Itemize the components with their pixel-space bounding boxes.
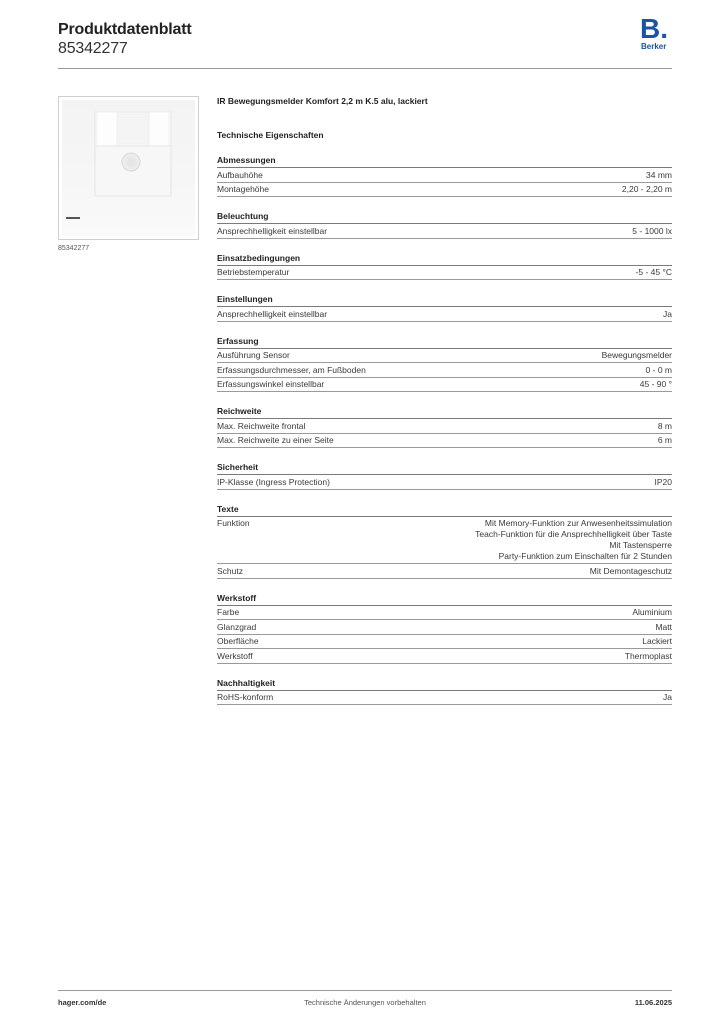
spec-label: Funktion [217, 518, 250, 528]
spec-label: Ausführung Sensor [217, 350, 290, 360]
spec-row [217, 419, 672, 434]
spec-value: Aluminium [632, 607, 672, 617]
spec-label: IP-Klasse (Ingress Protection) [217, 476, 330, 487]
spec-section [217, 336, 672, 393]
spec-section [217, 294, 672, 322]
spec-label: Max. Reichweite zu einer Seite [217, 435, 334, 445]
spec-row [217, 363, 672, 378]
spec-label: Aufbauhöhe [217, 169, 263, 180]
header-divider [58, 68, 672, 69]
section-title: Texte [217, 504, 672, 517]
product-image [62, 100, 195, 236]
spec-row [217, 635, 672, 650]
section-title: Werkstoff [217, 593, 672, 606]
section-title: Nachhaltigkeit [217, 678, 672, 691]
spec-row [217, 183, 672, 198]
document-title: Produktdatenblatt [58, 21, 192, 38]
spec-label: RoHS-konform [217, 692, 274, 702]
spec-value: IP20 [654, 476, 672, 487]
spec-value: 45 - 90 ° [639, 379, 672, 389]
spec-row [217, 307, 672, 322]
spec-label: Schutz [217, 565, 243, 576]
spec-label: Betriebstemperatur [217, 267, 290, 277]
spec-row [217, 224, 672, 239]
spec-label: Montagehöhe [217, 184, 269, 194]
section-title: Reichweite [217, 406, 672, 419]
spec-value: 2,20 - 2,20 m [621, 184, 672, 194]
spec-value-line: Party-Funktion zum Einschalten für 2 Stunden [498, 551, 672, 561]
spec-row [217, 266, 672, 281]
spec-value: -5 - 45 °C [635, 267, 672, 277]
image-caption: 85342277 [58, 245, 90, 252]
product-title: IR Bewegungsmelder Komfort 2,2 m K.5 alu, lackiert [217, 96, 428, 106]
spec-value: Ja [663, 692, 672, 702]
spec-value: 8 m [657, 420, 672, 431]
tech-properties-heading: Technische Eigenschaften [217, 130, 324, 140]
section-title: Sicherheit [217, 462, 672, 475]
spec-section [217, 504, 672, 579]
spec-label: Ansprechhelligkeit einstellbar [217, 225, 328, 236]
spec-sections [217, 155, 672, 705]
spec-section [217, 211, 672, 239]
footer-disclaimer: Technische Änderungen vorbehalten [304, 998, 426, 1007]
spec-value: 0 - 0 m [645, 364, 672, 375]
berker-logo [640, 13, 672, 56]
spec-value: Thermoplast [624, 650, 672, 661]
spec-row [217, 475, 672, 490]
spec-row [217, 168, 672, 183]
spec-row [217, 349, 672, 364]
spec-value-line: Teach-Funktion für die Ansprechhelligkeit über Taste [475, 529, 672, 539]
spec-label: Max. Reichweite frontal [217, 420, 306, 431]
section-title: Einstellungen [217, 294, 672, 307]
spec-row [217, 564, 672, 579]
section-title: Beleuchtung [217, 211, 672, 224]
spec-row [217, 649, 672, 664]
spec-section [217, 593, 672, 664]
footer-website[interactable]: hager.com/de [58, 998, 107, 1007]
section-title: Erfassung [217, 336, 672, 349]
spec-row [217, 620, 672, 635]
spec-label: Glanzgrad [217, 621, 257, 632]
section-title: Einsatzbedingungen [217, 253, 672, 266]
logo-text: Berker [641, 42, 667, 51]
footer-divider [58, 990, 672, 991]
spec-section [217, 462, 672, 490]
footer-date: 11.06.2025 [634, 998, 672, 1007]
spec-label: Farbe [217, 607, 240, 617]
spec-label: Oberfläche [217, 636, 259, 646]
spec-section [217, 155, 672, 197]
spec-value: Mit Demontageschutz [589, 565, 672, 576]
spec-value: 5 - 1000 lx [632, 225, 672, 236]
spec-row [217, 691, 672, 706]
spec-value: Lackiert [642, 636, 672, 646]
product-image-frame [58, 96, 199, 240]
spec-value-line: Mit Memory-Funktion zur Anwesenheitssimulation [484, 518, 672, 528]
spec-value: Matt [655, 621, 672, 632]
section-title: Abmessungen [217, 155, 672, 168]
spec-section [217, 406, 672, 448]
spec-row [217, 606, 672, 621]
spec-row [217, 434, 672, 449]
logo-letter: B. [640, 13, 668, 44]
spec-section [217, 253, 672, 281]
brand-mark [66, 215, 80, 220]
spec-value: 34 mm [646, 169, 672, 180]
spec-label: Ansprechhelligkeit einstellbar [217, 308, 328, 319]
spec-value [475, 518, 672, 562]
spec-value: Ja [663, 308, 672, 319]
spec-value: 6 m [657, 435, 672, 445]
spec-section [217, 678, 672, 706]
spec-label: Werkstoff [217, 650, 253, 661]
spec-value-line: Mit Tastensperre [609, 540, 672, 550]
page-header [58, 20, 192, 58]
spec-row [217, 517, 672, 565]
spec-value: Bewegungsmelder [601, 350, 672, 360]
spec-row [217, 378, 672, 393]
spec-label: Erfassungsdurchmesser, am Fußboden [217, 364, 366, 375]
spec-label: Erfassungswinkel einstellbar [217, 379, 325, 389]
motion-sensor-image [62, 100, 195, 236]
article-number: 85342277 [58, 40, 128, 57]
spec-content [217, 96, 672, 705]
